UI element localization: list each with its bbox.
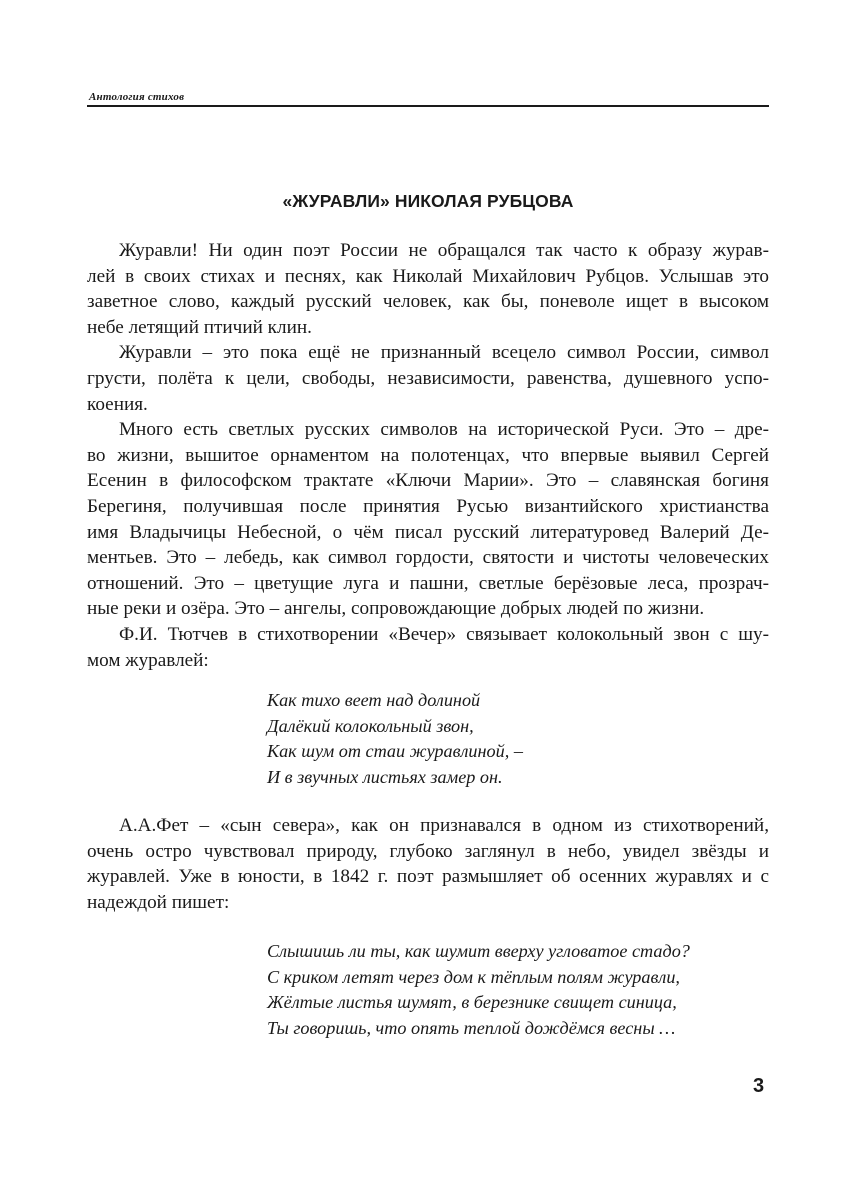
paragraph: [87, 238, 769, 340]
text-line: журавлей. Уже в юности, в 1842 г. поэт размышляет об осенних журавлях и с: [87, 866, 769, 888]
verse-line: Далёкий колокольный звон,: [267, 715, 474, 736]
text-line: Есенин в философском трактате «Ключи Марии». Это – славянская богиня: [87, 470, 769, 492]
verse-line: Как тихо веет над долиной: [267, 690, 481, 710]
verse-fet: [267, 939, 690, 1041]
text-line: коения.: [87, 393, 148, 415]
paragraph: [87, 340, 769, 417]
verse-tyutchev: [267, 688, 523, 790]
text-line: Журавли! Ни один поэт России не обращался так часто к образу журав-: [119, 240, 769, 261]
verse-line: И в звучных листьях замер он.: [267, 766, 503, 787]
text-line: ные реки и озёра. Это – ангелы, сопровождающие добрых людей по жизни.: [87, 598, 705, 620]
paragraph: [87, 813, 769, 915]
paragraph: [87, 417, 769, 622]
text-line: Журавли – это пока ещё не признанный всецело символ России, символ: [119, 342, 769, 364]
prose-block-2: [87, 813, 769, 915]
text-line: имя Владычицы Небесной, о чём писал русский литературовед Валерий Де-: [87, 521, 769, 543]
prose-block-1: [87, 238, 769, 673]
text-line: Берегиня, получившая после принятия Русью византийского христианства: [87, 495, 769, 517]
text-line: Ф.И. Тютчев в стихотворении «Вечер» связывает колокольный звон с шу-: [119, 623, 769, 645]
text-line: заветное слово, каждый русский человек, как бы, поневоле ищет в высоком: [87, 291, 769, 313]
article-title: «ЖУРАВЛИ» НИКОЛАЯ РУБЦОВА: [282, 191, 574, 211]
text-line: отношений. Это – цветущие луга и пашни, светлые берёзовые леса, прозрач-: [87, 572, 769, 594]
verse-line: С криком летят через дом к тёплым полям журавли,: [267, 966, 680, 987]
running-header: Антология стихов: [89, 91, 185, 103]
text-line: А.А.Фет – «сын севера», как он признавался в одном из стихотворений,: [119, 815, 769, 836]
text-line: грусти, полёта к цели, свободы, независимости, равенства, душевного успо-: [87, 367, 769, 389]
page-number: 3: [753, 1075, 765, 1097]
verse-line: Слышишь ли ты, как шумит вверху угловатое стадо?: [267, 941, 690, 961]
text-line: во жизни, вышитое орнаментом на полотенцах, что впервые выявил Сергей: [87, 444, 769, 466]
paragraph: [87, 622, 769, 673]
header-rule: [87, 105, 769, 107]
text-line: очень остро чувствовал природу, глубоко заглянул в небо, увидел звёзды и: [87, 840, 769, 862]
text-line: мом журавлей:: [87, 649, 209, 671]
text-line: Много есть светлых русских символов на исторической Руси. Это – дре-: [119, 419, 769, 441]
text-line: надеждой пишет:: [87, 891, 230, 913]
text-line: ментьев. Это – лебедь, как символ гордости, святости и чистоты человеческих: [87, 547, 769, 569]
verse-line: Ты говоришь, что опять теплой дождёмся весны …: [267, 1017, 676, 1038]
verse-line: Как шум от стаи журавлиной, –: [267, 741, 523, 762]
verse-line: Жёлтые листья шумят, в березнике свищет синица,: [267, 992, 677, 1013]
text-line: небе летящий птичий клин.: [87, 316, 312, 338]
text-line: лей в своих стихах и песнях, как Николай Михайлович Рубцов. Услышав это: [87, 265, 769, 287]
